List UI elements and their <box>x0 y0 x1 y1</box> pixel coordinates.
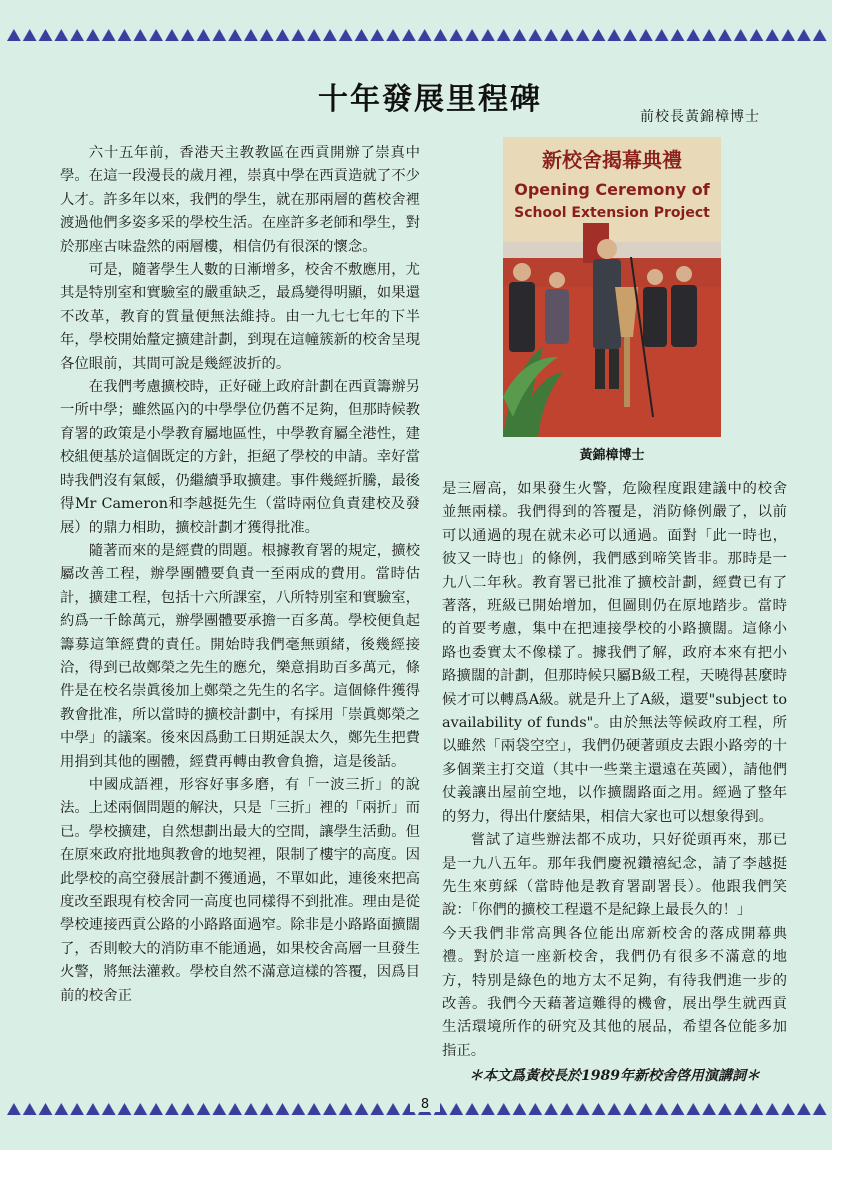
top-triangle-border <box>6 28 828 42</box>
paragraph: 中國成語裡，形容好事多磨，有「一波三折」的說法。上述兩個問題的解決，只是「三折」裡的「兩折」而已。學校擴建，自然想劃出最大的空間，讓學生活動。但在原來政府批地與教會的地契裡，限制了樓宇的高度。因此學校的高空發展計劃不獲通過，不單如此，連後來把高度改至跟現有校舍同一高度也同樣得不到批准。理由是從學校連接西貢公路的小路路面過窄。除非是小路路面擴闊了，否則較大的消防車不能通過，如果校舍高層一旦發生火警，將無法灌救。學校自然不滿意這樣的答覆，因爲目前的校舍正 <box>60 776 420 1004</box>
page-number: 8 <box>410 1097 440 1112</box>
right-column <box>442 478 787 1089</box>
article-author: 前校長黃錦樟博士 <box>640 109 760 125</box>
paragraph: 可是，隨著學生人數的日漸增多，校舍不敷應用，尤其是特別室和實驗室的嚴重缺乏，最爲變得明顯，如果還不改革，教育的質量便無法維持。由一九七七年的下半年，學校開始釐定擴建計劃，到現在這幢簇新的校舍呈現各位眼前，其間可說是幾經波折的。 <box>60 262 420 372</box>
article-title: 十年發展里程碑 <box>318 82 542 117</box>
ceremony-photo-illustration <box>503 137 721 437</box>
paragraph: 在我們考慮擴校時，正好碰上政府計劃在西貢籌辦另一所中學；雖然區內的中學學位仍舊不足夠，但那時候教育署的政策是小學教育屬地區性，中學教育屬全港性，建校組便基於這個既定的方針，拒絕了學校的申請。幸好當時我們沒有氣餒，仍繼續爭取擴建。事件幾經折騰，最後得Mr Cameron和李越挺先生（當時兩位負責建校及發展）的鼎力相助，擴校計劃才獲得批准。 <box>60 379 420 536</box>
photo-caption: 黃錦樟博士 <box>579 448 645 463</box>
ceremony-photo <box>503 137 721 437</box>
paragraph: 是三層高，如果發生火警，危險程度跟建議中的校舍並無兩樣。我們得到的答覆是，消防條例嚴了，以前可以通過的現在就未必可以通過。面對「此一時也，彼又一時也」的條例，我們感到啼笑皆非。那時是一九八二年秋。教育署已批准了擴校計劃，經費已有了著落，班級已開始增加，但圖則仍在原地踏步。當時的首要考慮，集中在把連接學校的小路擴闊。這條小路也委實太不像樣了。據我們了解，政府本來有把小路擴闊的計劃，但那時候只屬B級工程，天曉得甚麼時候才可以轉爲A級。就是升上了A級，還要"subject to availability of funds"。由於無法等候政府工程，所以雖然「兩袋空空」，我們仍硬著頭皮去跟小路旁的十多個業主打交道（其中一些業主還遠在英國），請他們仗義讓出屋前空地，以作擴闊路面之用。經過了整年的努力，得出什麼結果，相信大家也可以想象得到。 <box>442 481 787 825</box>
banner-chinese: 新校舍揭幕典禮 <box>542 148 682 172</box>
paragraph: 六十五年前，香港天主教教區在西貢開辦了崇真中學。在這一段漫長的歲月裡，崇真中學在西貢造就了不少人才。許多年以來，我們的學生，就在那兩層的舊校舍裡渡過他們多姿多采的學校生活。在座許多老師和學生，對於那座古味盎然的兩層樓，相信仍有很深的懷念。 <box>60 145 420 255</box>
banner-english-line2: School Extension Project <box>514 205 710 221</box>
paragraph: 隨著而來的是經費的問題。根據教育署的規定，擴校屬改善工程，辦學團體要負責一至兩成的費用。當時估計，擴建工程，包括十六所課室，八所特別室和實驗室，約爲一千餘萬元，辦學團體要承擔一百多萬。學校便負起籌募這筆經費的責任。開始時我們毫無頭緒，後幾經接洽，得到已故鄭榮之先生的應允，樂意捐助百多萬元，條件是在校名崇眞後加上鄭榮之先生的名字。這個條件獲得教會批准，所以當時的擴校計劃中，有採用「崇眞鄭榮之中學」的議案。後來因爲動工日期延誤太久，鄭先生把費用捐到其他的團體，經費再轉由教會負擔，這是後話。 <box>60 542 420 770</box>
left-column <box>60 142 420 1008</box>
paragraph: 今天我們非常高興各位能出席新校舍的落成開幕典禮。對於這一座新校舍，我們仍有很多不滿意的地方，特別是綠色的地方太不足夠，有待我們進一步的改善。我們今天藉著這難得的機會，展出學生就西貢生活環境所作的研究及其他的展品，希望各位能多加指正。 <box>442 925 787 1059</box>
paragraph: 嘗試了這些辦法都不成功，只好從頭再來，那已是一九八五年。那年我們慶祝鑽禧紀念，請了李越挺先生來剪綵（當時他是教育署副署長）。他跟我們笑說：「你們的擴校工程還不是紀錄上最長久的！」 <box>442 832 787 919</box>
article-footnote: ＊本文爲黃校長於1989年新校舍啓用演講詞＊ <box>469 1068 760 1085</box>
banner-english-line1: Opening Ceremony of <box>514 180 710 199</box>
